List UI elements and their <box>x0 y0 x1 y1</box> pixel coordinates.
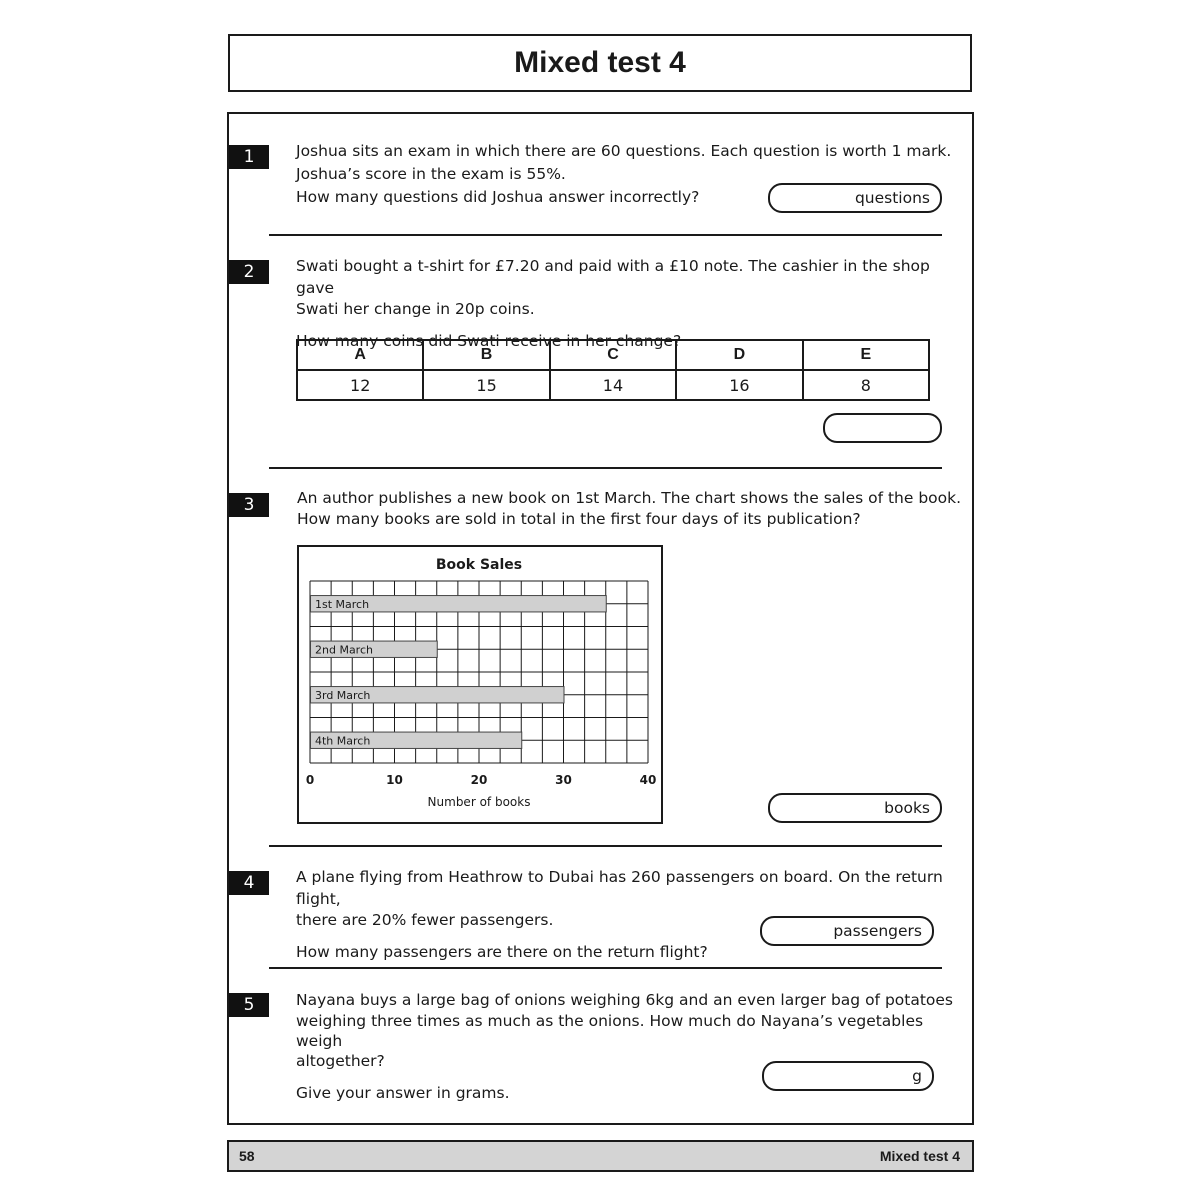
divider <box>269 467 942 469</box>
x-tick-label: 10 <box>386 773 403 787</box>
question-1-line: Joshua’s score in the exam is 55%. <box>296 165 566 183</box>
question-5-line: altogether? <box>296 1052 385 1070</box>
question-5-line: weighing three times as much as the onions. How much do Nayana’s vegetables weigh <box>296 1012 924 1050</box>
book-sales-chart <box>297 545 663 824</box>
question-3-line: How many books are sold in total in the first four days of its publication? <box>297 510 861 528</box>
option-header: E <box>803 340 929 370</box>
question-4-line: there are 20% fewer passengers. <box>296 911 554 929</box>
question-3-answer-box[interactable] <box>768 793 942 823</box>
page-footer <box>227 1140 974 1172</box>
question-2-line: Swati her change in 20p coins. <box>296 300 535 318</box>
question-5-answer-box[interactable] <box>762 1061 934 1091</box>
question-2-answer-box[interactable] <box>823 413 942 443</box>
question-4-number: 4 <box>229 871 269 895</box>
option-value: 8 <box>803 370 929 400</box>
footer-section-title: Mixed test 4 <box>879 1148 960 1164</box>
bar-label: 4th March <box>315 734 371 748</box>
question-5-number: 5 <box>229 993 269 1017</box>
question-2-text <box>296 255 972 352</box>
question-3-answer-unit: books <box>884 799 930 817</box>
option-value: 12 <box>297 370 423 400</box>
divider <box>269 967 942 969</box>
options-value-row <box>297 370 929 400</box>
question-2-number: 2 <box>229 260 269 284</box>
page-number: 58 <box>239 1148 255 1164</box>
question-1-answer-unit: questions <box>854 189 930 207</box>
x-tick-label: 20 <box>470 773 488 787</box>
chart-title: Book Sales <box>435 557 523 573</box>
question-1-line: How many questions did Joshua answer incorrectly? <box>296 188 700 206</box>
question-4-answer-unit: passengers <box>833 922 922 940</box>
question-5-answer-unit: g <box>912 1067 922 1085</box>
book-sales-chart-svg <box>299 547 661 822</box>
option-header: D <box>676 340 802 370</box>
question-1-number: 1 <box>229 145 269 169</box>
question-5-line: Give your answer in grams. <box>296 1084 510 1102</box>
question-3-number: 3 <box>229 493 269 517</box>
question-4-answer-box[interactable] <box>760 916 934 946</box>
question-panel <box>227 112 974 1125</box>
divider <box>269 845 942 847</box>
x-axis-label: Number of books <box>427 795 531 809</box>
bar-label: 3rd March <box>315 688 371 702</box>
question-1-line: Joshua sits an exam in which there are 60 questions. Each question is worth 1 mark. <box>296 142 952 160</box>
bar-label: 2nd March <box>315 643 373 657</box>
question-4-text <box>296 866 972 963</box>
page-title: Mixed test 4 <box>228 34 972 92</box>
bar-label: 1st March <box>315 597 370 611</box>
x-tick-label: 30 <box>555 773 572 787</box>
option-header: A <box>297 340 423 370</box>
option-value: 15 <box>423 370 549 400</box>
option-header: C <box>550 340 676 370</box>
question-4-line: How many passengers are there on the return flight? <box>296 943 708 961</box>
option-value: 16 <box>676 370 802 400</box>
question-3-line: An author publishes a new book on 1st March. The chart shows the sales of the book. <box>297 489 962 507</box>
option-header: B <box>423 340 549 370</box>
option-value: 14 <box>550 370 676 400</box>
question-1-answer-box[interactable] <box>768 183 942 213</box>
question-4-line: A plane flying from Heathrow to Dubai has 260 passengers on board. On the return flight, <box>296 868 943 908</box>
answer-options-table <box>296 339 930 401</box>
x-tick-label: 0 <box>305 773 315 787</box>
question-3-text <box>297 487 961 529</box>
question-5-line: Nayana buys a large bag of onions weighing 6kg and an even larger bag of potatoes <box>296 991 954 1009</box>
divider <box>269 234 942 236</box>
x-tick-label: 40 <box>639 773 657 787</box>
question-2-line: How many coins did Swati receive in her change? <box>296 332 682 350</box>
options-header-row <box>297 340 929 370</box>
question-2-line: Swati bought a t-shirt for £7.20 and paid with a £10 note. The cashier in the shop gave <box>296 257 930 297</box>
